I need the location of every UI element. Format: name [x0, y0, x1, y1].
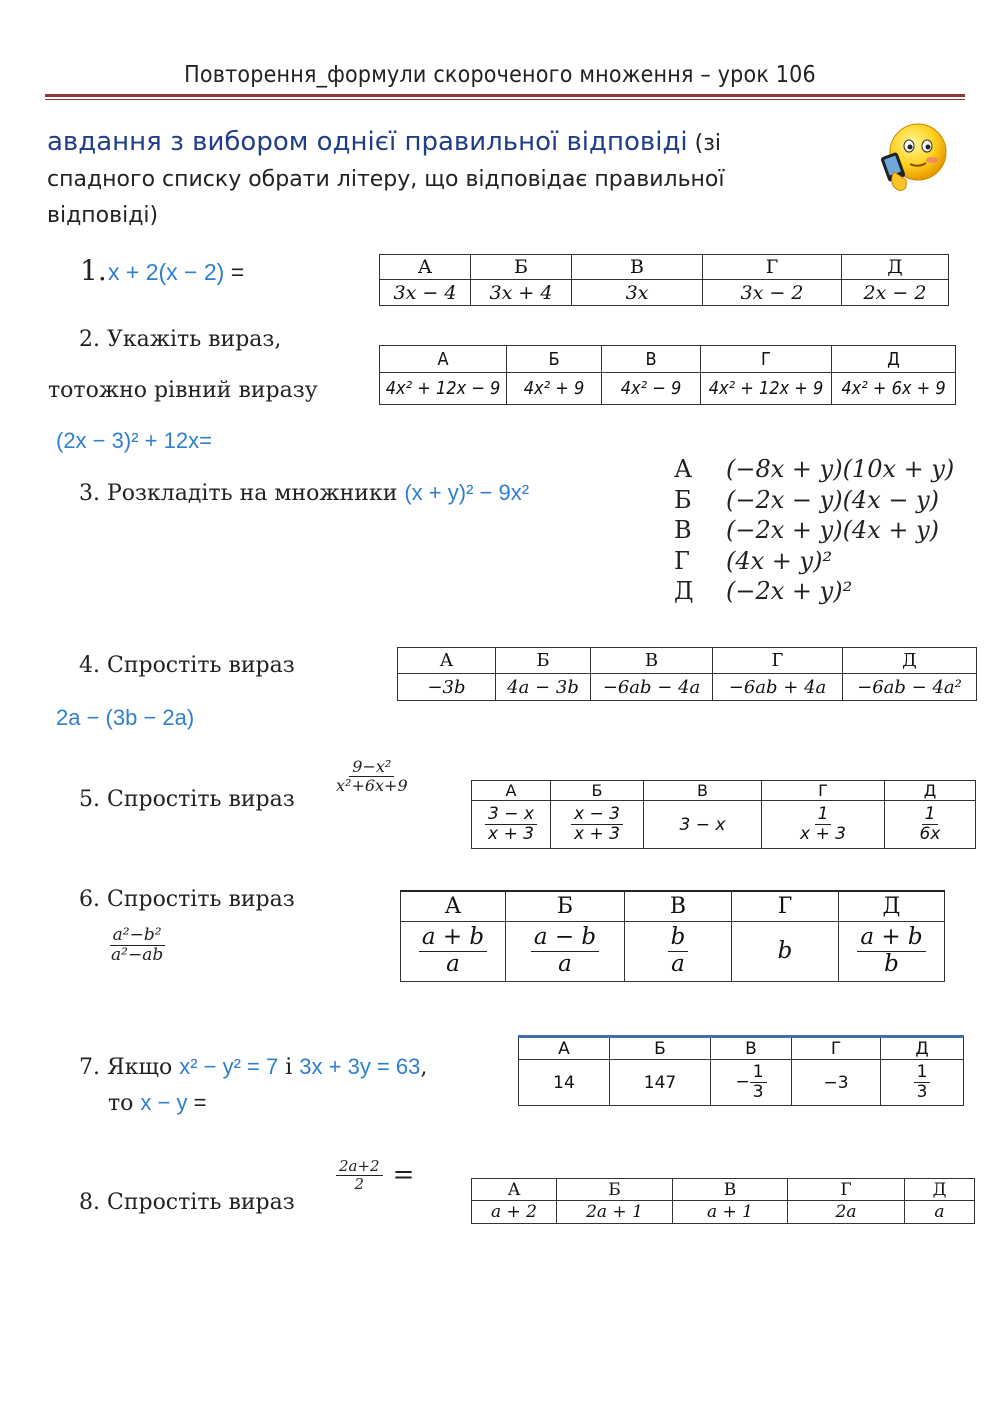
option-letter: В [711, 1037, 792, 1060]
fraction-numerator: a + b [419, 925, 487, 951]
instructions-note: (зі [687, 131, 722, 156]
fraction-numerator: 1 [750, 1063, 767, 1083]
fraction-numerator: 1 [922, 805, 939, 825]
q5-expression [333, 758, 411, 794]
option-letter: Д [839, 891, 945, 921]
thinking-smiley-icon [880, 120, 950, 194]
q3-answer: (−2x + y)(4x + y) [726, 516, 940, 544]
q7-comma: , [420, 1055, 428, 1080]
option-letter: Г [674, 546, 690, 575]
q7-label-2: то [108, 1091, 141, 1116]
fraction-numerator: 1 [815, 805, 832, 825]
q7-answer[interactable] [711, 1060, 792, 1106]
q5-answer-table [471, 780, 976, 849]
header-rule [45, 94, 965, 97]
q3-option[interactable] [674, 515, 954, 546]
q7-conjunction: і [278, 1055, 300, 1080]
q1-answer[interactable]: 3x [572, 280, 703, 306]
q8-expression [336, 1158, 414, 1192]
q7-equation-1: x² − y² = 7 [179, 1054, 279, 1079]
option-letter: Д [674, 577, 694, 605]
section-title: авдання з вибором однієї правильної відповіді [47, 127, 688, 157]
q3-expression: (x + y)² − 9x² [404, 480, 530, 505]
header-rule-thin [45, 99, 965, 100]
option-letter: Г [762, 781, 885, 801]
option-letter: Д [843, 648, 977, 674]
option-letter: Г [713, 648, 843, 674]
q7-equals: = [187, 1090, 207, 1115]
instructions [47, 124, 877, 234]
q4-answer[interactable]: −6ab − 4a [591, 674, 713, 701]
q2-expression: (2x − 3)² + 12x= [56, 428, 212, 453]
option-letter: А [472, 1179, 557, 1201]
q2-answer-table [379, 345, 956, 405]
q2-answer[interactable]: 4x² + 9 [507, 373, 602, 405]
q6-label: 6. Спростіть вираз [79, 887, 295, 912]
fraction-denominator: a [558, 950, 572, 977]
option-letter: Б [557, 1179, 673, 1201]
q4-answer-table [397, 647, 977, 701]
q2-answer[interactable]: 4x² − 9 [602, 373, 701, 405]
q8-answer-table [471, 1178, 975, 1224]
option-letter: В [572, 255, 703, 280]
q4-expression: 2a − (3b − 2a) [56, 705, 195, 730]
fraction-denominator: x + 3 [574, 824, 620, 844]
option-letter: А [674, 455, 693, 483]
instructions-line3: відповіді) [47, 203, 159, 228]
option-letter: Б [674, 485, 692, 514]
option-letter: Г [703, 255, 842, 280]
q1-answer[interactable]: 2x − 2 [842, 280, 949, 306]
q1-expression: x + 2(x − 2) [108, 259, 225, 285]
q6-answer-table [400, 890, 945, 982]
fraction-numerator: 1 [914, 1063, 931, 1083]
option-letter: Б [507, 346, 602, 373]
option-letter: Д [881, 1037, 964, 1060]
q3-answer: (−2x + y)² [726, 577, 853, 605]
q3-option[interactable] [674, 485, 954, 516]
option-letter: Д [832, 346, 956, 373]
q7-answer[interactable]: 147 [610, 1060, 711, 1106]
option-letter: В [602, 346, 701, 373]
q7-expression: x − y [140, 1090, 188, 1115]
q5-label: 5. Спростіть вираз [79, 787, 295, 812]
q4-label: 4. Спростіть вираз [79, 653, 295, 678]
option-letter: Б [496, 648, 591, 674]
q1-answer[interactable]: 3x − 4 [380, 280, 471, 306]
q7-question-line2 [108, 1090, 206, 1116]
fraction-denominator: 6x [919, 824, 941, 844]
q2-label-line2: тотожно рівний виразу [48, 378, 318, 403]
page-title: Повторення_формули скороченого множення – урок 106 [184, 62, 816, 88]
q3-label: 3. Розкладіть на множники [79, 481, 405, 506]
q7-equation-2: 3x + 3y = 63 [299, 1054, 421, 1079]
option-letter: Г [701, 346, 832, 373]
q2-label-line1: 2. Укажіть вираз, [79, 327, 282, 352]
fraction-denominator: 3 [752, 1082, 764, 1102]
q4-answer[interactable]: −6ab − 4a² [843, 674, 977, 701]
q7-question [79, 1054, 427, 1080]
fraction-denominator: 3 [916, 1082, 928, 1102]
fraction-denominator: a [446, 950, 460, 977]
q8-denominator: 2 [354, 1174, 365, 1193]
q4-answer[interactable]: 4a − 3b [496, 674, 591, 701]
q5-answer[interactable]: 3 − x [644, 801, 762, 849]
option-letter: Д [885, 781, 976, 801]
q8-answer[interactable]: 2a [788, 1201, 905, 1224]
q7-answer-table [518, 1035, 964, 1106]
q2-answer[interactable]: 4x² + 6x + 9 [832, 373, 956, 405]
q3-answer-list [674, 454, 954, 607]
option-letter: В [673, 1179, 788, 1201]
fraction-denominator: x + 3 [488, 824, 534, 844]
q6-answer[interactable]: b [732, 921, 839, 981]
q3-option[interactable] [674, 546, 954, 577]
q8-answer[interactable]: a [905, 1201, 975, 1224]
q5-answer[interactable] [472, 801, 551, 849]
option-letter: А [380, 255, 471, 280]
q5-numerator: 9−x² [349, 758, 394, 777]
option-letter: В [674, 516, 692, 544]
option-letter: В [591, 648, 713, 674]
option-letter: А [401, 891, 506, 921]
q6-answer[interactable] [401, 921, 506, 981]
q8-answer[interactable]: a + 1 [673, 1201, 788, 1224]
fraction-denominator: b [884, 950, 899, 977]
q1-answer[interactable]: 3x − 2 [703, 280, 842, 306]
q2-answer[interactable]: 4x² + 12x − 9 [380, 373, 507, 405]
option-letter: Б [610, 1037, 711, 1060]
q7-answer[interactable]: −3 [792, 1060, 881, 1106]
q8-numerator: 2a+2 [336, 1158, 383, 1176]
option-letter: В [625, 891, 732, 921]
fraction-denominator: a [671, 950, 685, 977]
q7-label: 7. Якщо [79, 1055, 180, 1080]
q6-answer[interactable] [625, 921, 732, 981]
q6-numerator: a²−b² [110, 926, 165, 946]
q5-answer[interactable] [762, 801, 885, 849]
q8-equals: = [392, 1160, 415, 1190]
q1-number: 1. [80, 254, 107, 287]
option-letter: Б [506, 891, 625, 921]
q1-equals: = [224, 259, 245, 285]
q5-answer[interactable] [885, 801, 976, 849]
q3-question [79, 480, 529, 506]
minus-sign: − [735, 1072, 750, 1093]
fraction-numerator: a − b [531, 925, 599, 951]
q3-answer: (−8x + y)(10x + y) [726, 455, 955, 483]
q1-answer-table [379, 254, 949, 306]
option-letter: В [644, 781, 762, 801]
q8-answer[interactable]: 2a + 1 [557, 1201, 673, 1224]
q3-answer: (4x + y)² [726, 546, 833, 575]
fraction-numerator: b [668, 925, 689, 951]
instructions-line2: спадного списку обрати літеру, що відповідає правильної [47, 167, 725, 192]
q4-answer[interactable]: −3b [398, 674, 496, 701]
option-letter: Д [842, 255, 949, 280]
q8-label: 8. Спростіть вираз [79, 1190, 295, 1215]
q1-answer[interactable]: 3x + 4 [471, 280, 572, 306]
q6-answer[interactable] [839, 921, 945, 981]
option-letter: Г [792, 1037, 881, 1060]
q5-denominator: x²+6x+9 [336, 775, 408, 795]
option-letter: А [380, 346, 507, 373]
q4-answer[interactable]: −6ab + 4a [713, 674, 843, 701]
option-letter: А [398, 648, 496, 674]
fraction-numerator: 3 − x [485, 805, 537, 825]
q3-option[interactable] [674, 576, 954, 607]
q5-answer[interactable] [551, 801, 644, 849]
q8-answer[interactable]: a + 2 [472, 1201, 557, 1224]
q1-question [108, 259, 244, 286]
option-letter: Б [471, 255, 572, 280]
option-letter: А [472, 781, 551, 801]
q7-answer[interactable]: 14 [519, 1060, 610, 1106]
option-letter: А [519, 1037, 610, 1060]
fraction-numerator: x − 3 [571, 805, 623, 825]
option-letter: Д [905, 1179, 975, 1201]
q7-answer[interactable] [881, 1060, 964, 1106]
q6-denominator: a²−ab [111, 944, 164, 965]
q2-answer[interactable]: 4x² + 12x + 9 [701, 373, 832, 405]
q6-answer[interactable] [506, 921, 625, 981]
q3-option[interactable] [674, 454, 954, 485]
fraction-numerator: a + b [857, 925, 925, 951]
fraction-denominator: x + 3 [800, 824, 846, 844]
option-letter: Г [788, 1179, 905, 1201]
q6-expression [108, 926, 166, 964]
q3-answer: (−2x − y)(4x − y) [726, 485, 940, 514]
option-letter: Б [551, 781, 644, 801]
option-letter: Г [732, 891, 839, 921]
